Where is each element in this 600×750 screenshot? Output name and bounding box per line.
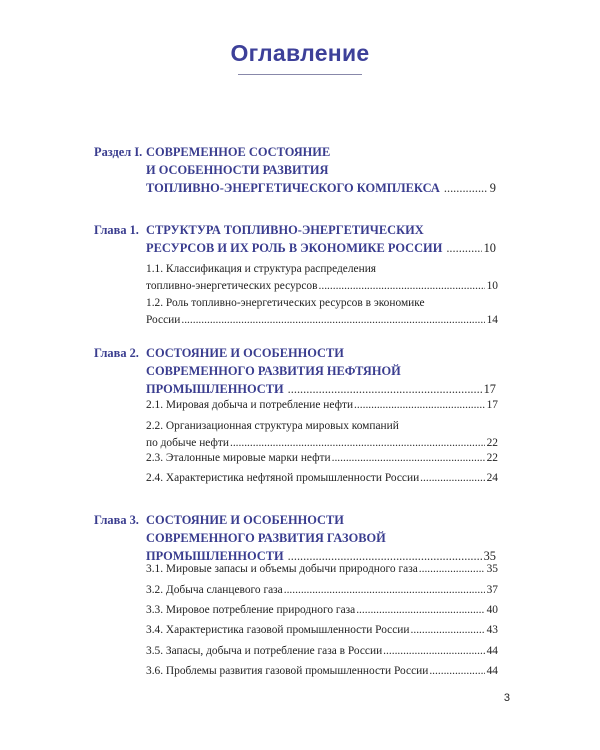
- item-line-last: по добыче нефти ..... 22: [146, 435, 498, 452]
- item-line-last: 3.6. Проблемы развития газовой промышленности России ..... 44: [146, 663, 498, 680]
- toc-item-3-3[interactable]: [146, 602, 498, 619]
- item-page: 22: [486, 437, 498, 449]
- item-line-last: топливно-энергетических ресурсов ..... 10: [146, 278, 498, 295]
- chapter-line: СОВРЕМЕННОГО РАЗВИТИЯ ГАЗОВОЙ: [146, 531, 386, 545]
- dot-leader: [288, 380, 482, 398]
- page-number: 3: [503, 692, 510, 704]
- chapter-line: СОВРЕМЕННОГО РАЗВИТИЯ НЕФТЯНОЙ: [146, 364, 401, 378]
- dot-leader: [319, 278, 485, 295]
- chapter-line: СОСТОЯНИЕ И ОСОБЕННОСТИ: [146, 346, 344, 360]
- item-page: 37: [486, 584, 498, 596]
- item-line: 2.2. Организационная структура мировых компаний: [146, 420, 399, 432]
- item-page: 14: [486, 314, 498, 326]
- item-line-last: 3.1. Мировые запасы и объемы добычи природного газа ..... 35: [146, 561, 498, 578]
- title-divider: [238, 74, 362, 75]
- item-line: 1.2. Роль топливно-энергетических ресурсов в экономике: [146, 297, 425, 309]
- toc-item-2-4[interactable]: [146, 470, 498, 487]
- toc-item-2-3[interactable]: [146, 450, 498, 467]
- chapter-page: 17: [483, 382, 496, 396]
- section-line-last: ТОПЛИВНО-ЭНЕРГЕТИЧЕСКОГО КОМПЛЕКСА ..... 9: [146, 179, 496, 197]
- toc-item-3-5[interactable]: [146, 643, 498, 660]
- toc-item-1-1[interactable]: [146, 261, 498, 295]
- dot-leader: [332, 450, 485, 467]
- item-line-last: 2.3. Эталонные мировые марки нефти ..... 22: [146, 450, 498, 467]
- dot-leader: [411, 622, 485, 639]
- toc-item-3-6[interactable]: [146, 663, 498, 680]
- item-line-last: 3.2. Добыча сланцевого газа ..... 37: [146, 582, 498, 599]
- toc-item-3-1[interactable]: [146, 561, 498, 578]
- item-page: 44: [486, 645, 498, 657]
- section-page: 9: [489, 181, 496, 195]
- section-label: Раздел I.: [94, 145, 143, 159]
- dot-leader: [356, 602, 484, 619]
- dot-leader: [444, 179, 488, 197]
- item-page: 35: [486, 563, 498, 575]
- item-page: 17: [486, 399, 498, 411]
- item-line: 1.1. Классификация и структура распределения: [146, 263, 377, 275]
- chapter-page: 35: [483, 549, 496, 563]
- dot-leader: [446, 239, 481, 257]
- toc-item-2-2[interactable]: [146, 418, 498, 452]
- dot-leader: [383, 643, 484, 660]
- toc-item-2-1[interactable]: [146, 397, 498, 414]
- item-page: 44: [486, 665, 498, 677]
- section-line: СОВРЕМЕННОЕ СОСТОЯНИЕ: [146, 145, 331, 159]
- item-line-last: 2.4. Характеристика нефтяной промышленности России ..... 24: [146, 470, 498, 487]
- item-page: 24: [486, 472, 498, 484]
- chapter-line: СТРУКТУРА ТОПЛИВНО-ЭНЕРГЕТИЧЕСКИХ: [146, 223, 424, 237]
- toc-item-3-4[interactable]: [146, 622, 498, 639]
- chapter-label: Глава 2.: [94, 346, 139, 360]
- item-line-last: 3.4. Характеристика газовой промышленности России ..... 43: [146, 622, 498, 639]
- item-page: 43: [486, 624, 498, 636]
- item-line-last: России ..... 14: [146, 312, 498, 329]
- item-page: 22: [486, 452, 498, 464]
- item-line-last: 2.1. Мировая добыча и потребление нефти ..... 17: [146, 397, 498, 414]
- item-line-last: 3.5. Запасы, добыча и потребление газа в России ..... 44: [146, 643, 498, 660]
- dot-leader: [420, 470, 484, 487]
- toc-item-1-2[interactable]: [146, 295, 498, 329]
- chapter-page: 10: [483, 241, 496, 255]
- dot-leader: [429, 663, 484, 680]
- dot-leader: [419, 561, 485, 578]
- item-page: 40: [486, 604, 498, 616]
- toc-item-3-2[interactable]: [146, 582, 498, 599]
- chapter-line-last: ПРОМЫШЛЕННОСТИ ..... 35: [146, 547, 496, 565]
- section-line: И ОСОБЕННОСТИ РАЗВИТИЯ: [146, 163, 329, 177]
- dot-leader: [181, 312, 484, 329]
- chapter-line-last: ПРОМЫШЛЕННОСТИ ..... 17: [146, 380, 496, 398]
- item-page: 10: [486, 280, 498, 292]
- chapter-line: СОСТОЯНИЕ И ОСОБЕННОСТИ: [146, 513, 344, 527]
- item-line-last: 3.3. Мировое потребление природного газа ..... 40: [146, 602, 498, 619]
- page-title: Оглавление: [230, 40, 370, 66]
- chapter-label: Глава 3.: [94, 513, 139, 527]
- dot-leader: [284, 582, 485, 599]
- chapter-line-last: РЕСУРСОВ И ИХ РОЛЬ В ЭКОНОМИКЕ РОССИИ ..... 10: [146, 239, 496, 257]
- chapter-label: Глава 1.: [94, 223, 139, 237]
- dot-leader: [354, 397, 485, 414]
